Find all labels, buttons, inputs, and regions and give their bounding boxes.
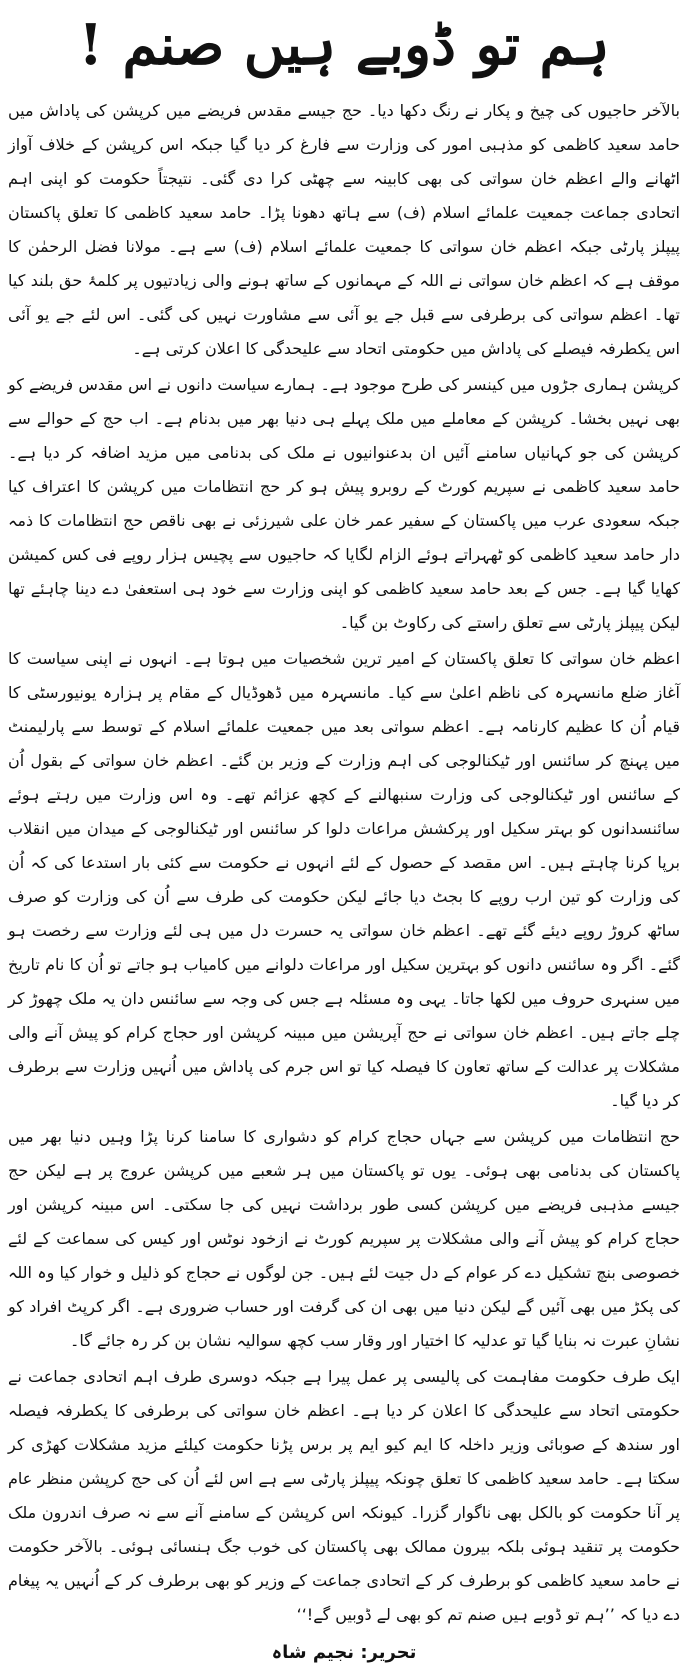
article-paragraph-2: کرپشن ہماری جڑوں میں کینسر کی طرح موجود ہے۔ ہمارے سیاست دانوں نے اس مقدس فریضے کو بھی نہیں بخشا۔ کرپشن کے معاملے میں ملک پہلے ہی دنیا بھر میں بدنام ہے۔ اب حج کے حوالے سے کرپشن کی جو کہانیاں سامنے آئیں ان بدعنوانیوں نے ملک کی بدنامی میں مزید اضافہ کر دیا ہے۔ حامد سعید کاظمی نے سپریم کورٹ کے روبرو پیش ہو کر حج انتظامات میں کرپشن کا اعتراف کیا جبکہ سعودی عرب میں پاکستان کے سفیر عمر خان علی شیرزئی نے بھی ناقص حج انتظامات کا ذمہ دار حامد سعید کاظمی کو ٹھہراتے ہوئے الزام لگایا کہ حاجیوں سے پچیس ہزار روپے فی کس کمیشن کھایا گیا ہے۔ جس کے بعد حامد سعید کاظمی کو اپنی وزارت سے خود ہی استعفیٰ دے دینا چاہئے تھا لیکن پیپلز پارٹی سے تعلق راستے کی رکاوٹ بن گیا۔ [8, 375, 680, 632]
article-body [8, 94, 680, 1632]
article-title: ہم تو ڈوبے ہیں صنم ! [78, 12, 610, 78]
article-paragraph-4: حج انتظامات میں کرپشن سے جہاں حجاج کرام کو دشواری کا سامنا کرنا پڑا وہیں دنیا بھر میں پاکستان کی بدنامی بھی ہوئی۔ یوں تو پاکستان میں ہر شعبے میں کرپشن عروج پر ہے لیکن حج جیسے مذہبی فریضے میں کرپشن کسی طور برداشت نہیں کی جا سکتی۔ اس مبینہ کرپشن اور حجاج کرام کو پیش آنے والی مشکلات پر سپریم کورٹ نے ازخود نوٹس اور کیس کی سماعت کے لئے خصوصی بنچ تشکیل دے کر عوام کے دل جیت لئے ہیں۔ جن لوگوں نے حجاج کو ذلیل و خوار کیا وہ اللہ کی پکڑ میں بھی آئیں گے لیکن دنیا میں بھی ان کی گرفت اور حساب ضروری ہے۔ اگر کرپٹ افراد کو نشانِ عبرت نہ بنایا گیا تو عدلیہ کا اختیار اور وقار سب کچھ سوالیہ نشان بن کر رہ جائے گا۔ [8, 1127, 680, 1350]
author-byline: تحریر: نجیم شاہ [271, 1642, 417, 1663]
article-paragraph-5: ایک طرف حکومت مفاہمت کی پالیسی پر عمل پیرا ہے جبکہ دوسری طرف اہم اتحادی جماعت نے حکومتی اتحاد سے علیحدگی کا اعلان کر دیا ہے۔ اعظم خان سواتی کی برطرفی کا یکطرفہ فیصلہ اور سندھ کے صوبائی وزیر داخلہ کا ایم کیو ایم پر برس پڑنا حکومت کیلئے مزید مشکلات کھڑی کر سکتا ہے۔ حامد سعید کاظمی کا تعلق چونکہ پیپلز پارٹی سے ہے اس لئے اُن کی حج کرپشن منظر عام پر آنا حکومت کو بالکل بھی ناگوار گزرا۔ کیونکہ اس کرپشن کے سامنے آنے سے نہ صرف اندرون ملک حکومت پر تنقید ہوئی بلکہ بیرون ممالک بھی پاکستان کی خوب جگ ہنسائی ہوئی۔ بالآخر حکومت نے حامد سعید کاظمی کو برطرف کر کے اتحادی جماعت کے وزیر کو بھی برطرف کر کے اُنہیں یہ پیغام دے دیا کہ ’’ہم تو ڈوبے ہیں صنم تم کو بھی لے ڈوبیں گے!‘‘ [8, 1367, 680, 1624]
article-paragraph-1: بالآخر حاجیوں کی چیخ و پکار نے رنگ دکھا دیا۔ حج جیسے مقدس فریضے میں کرپشن کی پاداش میں حامد سعید کاظمی کو مذہبی امور کی وزارت سے فارغ کر دیا گیا جبکہ اس کرپشن کے خلاف آواز اٹھانے والے اعظم خان سواتی کی بھی کابینہ سے چھٹی کرا دی گئی۔ نتیجتاً حکومت کو اپنی اہم اتحادی جماعت جمعیت علمائے اسلام (ف) سے ہاتھ دھونا پڑا۔ حامد سعید کاظمی کا تعلق پاکستان پیپلز پارٹی جبکہ اعظم خان سواتی کا جمعیت علمائے اسلام (ف) سے ہے۔ مولانا فضل الرحمٰن کا موقف ہے کہ اعظم خان سواتی نے اللہ کے مہمانوں کے ساتھ ہونے والی زیادتیوں پر کلمۂ حق بلند کیا تھا۔ اعظم سواتی کی برطرفی سے قبل جے یو آئی سے مشاورت نہیں کی گئی۔ اس لئے جے یو آئی اس یکطرفہ فیصلے کی پاداش میں حکومتی اتحاد سے علیحدگی کا اعلان کرتی ہے۔ [8, 101, 680, 358]
article-paragraph-3: اعظم خان سواتی کا تعلق پاکستان کے امیر ترین شخصیات میں ہوتا ہے۔ انہوں نے اپنی سیاست کا آغاز ضلع مانسہرہ کی ناظم اعلیٰ سے کیا۔ مانسہرہ میں ڈھوڈیال کے مقام پر ہزارہ یونیورسٹی کا قیام اُن کا عظیم کارنامہ ہے۔ اعظم سواتی بعد میں جمعیت علمائے اسلام کے توسط سے پارلیمنٹ میں پہنچ کر سائنس اور ٹیکنالوجی کی اہم وزارت کے وزیر بن گئے۔ اعظم خان سواتی کے بقول اُن کے سائنس اور ٹیکنالوجی کی وزارت سنبھالنے کے کچھ عزائم تھے۔ وہ اس وزارت میں رہتے ہوئے سائنسدانوں کو بہتر سکیل اور پرکشش مراعات دلوا کر سائنس اور ٹیکنالوجی کے میدان میں انقلاب برپا کرنا چاہتے ہیں۔ اس مقصد کے حصول کے لئے انہوں نے حکومت سے کئی بار استدعا کی کہ اُن کی وزارت کو تین ارب روپے کا بجٹ دیا جائے لیکن حکومت کی طرف سے اُن کی وزارت کو صرف ساٹھ کروڑ روپے دیئے گئے تھے۔ اعظم خان سواتی یہ حسرت دل میں ہی لئے وزارت سے رخصت ہو گئے۔ اگر وہ سائنس دانوں کو بہترین سکیل اور مراعات دلوانے میں کامیاب ہو جاتے تو اُن کا نام تاریخ میں سنہری حروف میں لکھا جاتا۔ یہی وہ مسئلہ ہے جس کی وجہ سے سائنس دان یہ ملک چھوڑ کر چلے جاتے ہیں۔ اعظم خان سواتی نے حج آپریشن میں مبینہ کرپشن اور حجاج کرام کو پیش آنے والی مشکلات پر عدالت کے ساتھ تعاون کا فیصلہ کیا تو اس جرم کی پاداش میں اُنہیں وزارت سے برطرف کر دیا گیا۔ [8, 649, 680, 1110]
